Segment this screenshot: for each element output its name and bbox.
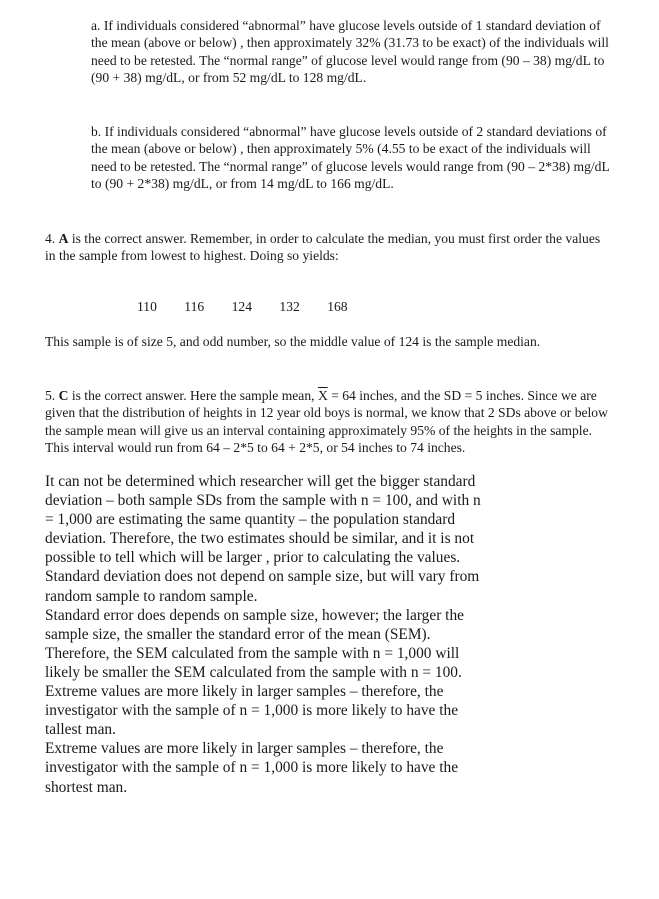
- question-4-conclusion: This sample is of size 5, and odd number, so the middle value of 124 is the sample median.: [45, 334, 541, 349]
- question-4-text: is the correct answer. Remember, in order to calculate the median, you must first order the values in the sample from lowest to highest. Doing so yields:: [45, 231, 601, 264]
- ordered-value: 110: [137, 299, 157, 314]
- question-5-paragraph: [45, 387, 610, 469]
- part-a-label: a.: [91, 18, 101, 33]
- question-4-number: 4.: [45, 231, 56, 246]
- ordered-value: 132: [279, 299, 300, 314]
- sample-mean-symbol: $\overline{X}$: [317, 388, 328, 403]
- overlay-paragraph-tallest: Extreme values are more likely in larger samples – therefore, the investigator with the sample of n = 1,000 is more likely to have the tallest man.: [45, 683, 459, 739]
- ordered-value: 116: [184, 299, 205, 314]
- question-5-answer: C: [58, 388, 69, 403]
- part-a-text: If individuals considered “abnormal” have glucose levels outside of 1 standard deviation of the mean (above or below) , then approximately 32% (31.73 to be exact) of the individuals will need to be retested. The “normal range” of glucose level would range from (90 – 38) mg/dL to (90 + 38) mg/dL, or from 52 mg/dL to 128 mg/dL.: [91, 18, 609, 86]
- part-b-label: b.: [91, 124, 102, 139]
- overlay-paragraph-sd: It can not be determined which researcher will get the bigger standard deviation – both sample SDs from the sample with n = 100, and with n = 1,000 are estimating the same quantity – the population standard deviation. Therefore, the two estimates should be similar, and it is not possible to tell which will be larger , prior to calculating the values. Standard deviation does not depend on sample size, but will vary from random sample to random sample.: [45, 473, 481, 605]
- overlay-answer-text: [45, 472, 485, 797]
- part-b-text: If individuals considered “abnormal” have glucose levels outside of 2 standard deviations of the mean (above or below) , then approximately 5% (4.55 to be exact of the individuals will need to be retested. The “normal range” of glucose levels would range from (90 – 2*38) mg/dL to (90 + 2*38) mg/dL, or from 14 mg/dL to 166 mg/dL.: [91, 124, 610, 192]
- part-b-paragraph: [91, 123, 611, 193]
- question-5-text-a: is the correct answer. Here the sample mean,: [71, 388, 315, 403]
- ordered-value: 168: [327, 299, 348, 314]
- ordered-value: 124: [231, 299, 252, 314]
- overlay-paragraph-sem: Standard error does depends on sample size, however; the larger the sample size, the smaller the standard error of the mean (SEM). Therefore, the SEM calculated from the sample with n = 1,000 will likely be smaller the SEM calculated from the sample with n = 100.: [45, 606, 464, 681]
- part-a-paragraph: [91, 17, 611, 87]
- overlay-paragraph-shortest: Extreme values are more likely in larger samples – therefore, the investigator with the sample of n = 1,000 is more likely to have the shortest man.: [45, 740, 459, 796]
- question-4-answer: A: [58, 231, 69, 246]
- question-4-paragraph: [45, 230, 610, 265]
- question-5-number: 5.: [45, 388, 56, 403]
- question-5-text-b: = 64 inches, and the SD = 5 inches. Since we are given that the distribution of heights in 12 year old boys is normal, we know that 2 SDs above or below the sample mean will give us an interval containing approximately 95% of the heights in the sample. This interval would run from 64 – 2*5 to 64 + 2*5, or 54 inches to 74 inches.: [45, 388, 608, 456]
- ordered-values: [137, 299, 372, 315]
